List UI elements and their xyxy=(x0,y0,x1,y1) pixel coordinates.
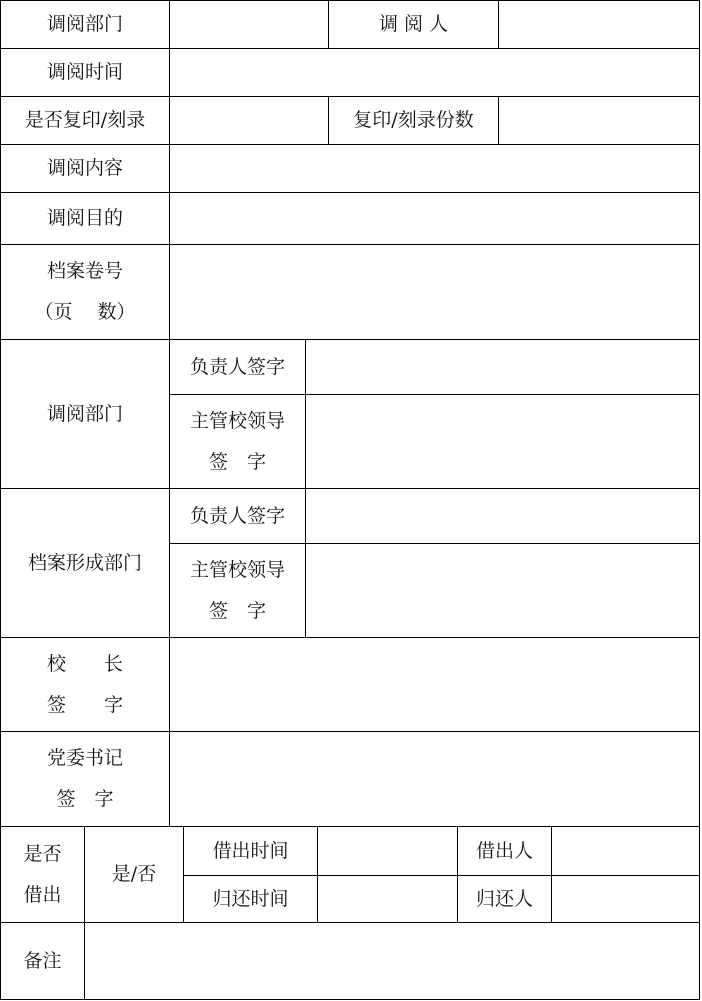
copy-label: 是否复印/刻录 xyxy=(0,96,170,145)
time-value-field[interactable] xyxy=(169,48,700,97)
purpose-label: 调阅目的 xyxy=(0,192,170,245)
return-time-field[interactable] xyxy=(317,875,458,923)
borrow-label: 是否 借出 xyxy=(0,826,85,923)
purpose-field[interactable] xyxy=(169,192,700,245)
content-label: 调阅内容 xyxy=(0,144,170,193)
lend-time-label: 借出时间 xyxy=(183,826,318,876)
principal-sign-field[interactable] xyxy=(169,637,700,732)
lender-label: 借出人 xyxy=(457,826,552,876)
origin-leader-sign-field[interactable] xyxy=(305,543,700,638)
dept-label: 调阅部门 xyxy=(0,0,170,49)
yes-no-field[interactable]: 是/否 xyxy=(84,826,184,923)
return-time-label: 归还时间 xyxy=(183,875,318,923)
dept-group-label: 调阅部门 xyxy=(0,339,170,489)
person-value-field[interactable] xyxy=(498,0,700,49)
copy-value-field[interactable] xyxy=(169,96,329,145)
dept-value-field[interactable] xyxy=(169,0,329,49)
origin-head-sign-label: 负责人签字 xyxy=(169,488,306,544)
time-label: 调阅时间 xyxy=(0,48,170,97)
copy-count-label: 复印/刻录份数 xyxy=(328,96,499,145)
secretary-sign-field[interactable] xyxy=(169,731,700,827)
dept-leader-sign-label: 主管校领导 签 字 xyxy=(169,394,306,489)
remarks-label: 备注 xyxy=(0,922,85,1000)
returner-label: 归还人 xyxy=(457,875,552,923)
lend-time-field[interactable] xyxy=(317,826,458,876)
origin-leader-sign-label: 主管校领导 签 字 xyxy=(169,543,306,638)
lender-field[interactable] xyxy=(551,826,700,876)
copy-count-field[interactable] xyxy=(498,96,700,145)
person-label: 调 阅 人 xyxy=(328,0,499,49)
origin-head-sign-field[interactable] xyxy=(305,488,700,544)
remarks-field[interactable] xyxy=(84,922,700,1000)
dept-leader-sign-field[interactable] xyxy=(305,394,700,489)
content-field[interactable] xyxy=(169,144,700,193)
origin-group-label: 档案形成部门 xyxy=(0,488,170,638)
secretary-sign-label: 党委书记 签 字 xyxy=(0,731,170,827)
file-no-label: 档案卷号 （页 数） xyxy=(0,244,170,340)
dept-head-sign-field[interactable] xyxy=(305,339,700,395)
file-no-field[interactable] xyxy=(169,244,700,340)
dept-head-sign-label: 负责人签字 xyxy=(169,339,306,395)
returner-field[interactable] xyxy=(551,875,700,923)
principal-sign-label: 校 长 签 字 xyxy=(0,637,170,732)
